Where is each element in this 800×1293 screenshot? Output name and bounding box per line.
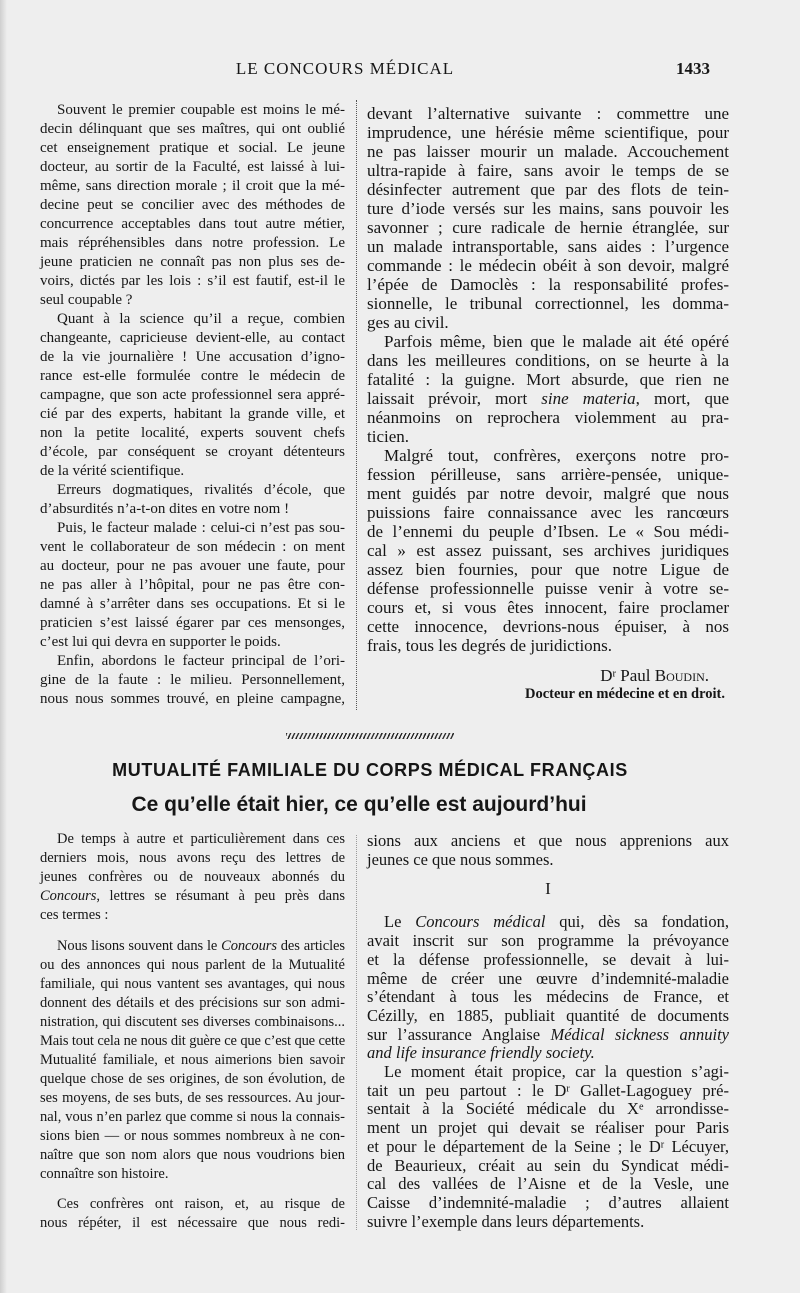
paragraph	[40, 101, 345, 310]
text-line: Caisse d’indemnité-maladie ; d’autres allaient	[367, 1192, 729, 1212]
text-line: derniers mois, nous avons reçu des lettres de	[40, 850, 345, 866]
text-line: praticien s’est laissé égarer par ces mensonges,	[40, 615, 345, 631]
paragraph	[40, 830, 345, 925]
text-line: ment guidés par notre devoir, malgré que nous	[367, 484, 729, 503]
italic-text: Concours	[40, 888, 97, 904]
article2-right-continuation	[367, 832, 729, 869]
text-line: Enfin, abordons le facteur principal de l’ori-	[57, 653, 345, 669]
text-line: damné à s’arrêter dans ses occupations. Et si le	[40, 596, 345, 612]
paragraph	[40, 1195, 345, 1233]
column-rule	[356, 100, 357, 710]
text-line: nous nous sommes trouvé, en pleine campagne,	[40, 691, 345, 707]
article1-left-column	[40, 101, 345, 709]
text-line: naître que son nom alors que nous voudrions bien	[40, 1146, 345, 1163]
text-line: de la vie journalière ! Une accusation d’igno-	[40, 349, 345, 365]
text-line: même de créer une œuvre d’indemnité-maladie	[367, 968, 729, 988]
text-line: puissions faire connaissance avec les rancœurs	[367, 503, 729, 522]
text-line: Quant à la science qu’il a reçue, combien	[57, 311, 345, 327]
text-line: ses moyens, de ses buts, de ses ressources. Au jour-	[40, 1089, 345, 1106]
text-line: concurrence acceptables dans tout autre métier,	[40, 216, 345, 232]
text-run: sur l’assurance Anglaise	[367, 1024, 551, 1044]
article2-right-text	[367, 913, 729, 1231]
text-line: imprudence, une hérésie même scientifique, pour	[367, 123, 729, 142]
text-line: nistration, qui discutent ses diverses combinaisons...	[40, 1013, 345, 1030]
text-line: fession périlleuse, sans arrière-pensée, unique-	[367, 465, 729, 484]
text-line: Erreurs dogmatiques, rivalités d’école, que	[57, 482, 345, 498]
article2-right-column	[367, 832, 729, 1231]
text-run: tait un peu partout : le D	[367, 1080, 567, 1100]
text-line: decin délinquant que ses maîtres, qui ont oublié	[40, 121, 345, 137]
text-line: c’est lui qui devra en supporter le poids.	[40, 634, 281, 650]
text-line: même, sans direction morale ; il croit que la mé-	[40, 178, 345, 194]
sup-text: e	[638, 1101, 644, 1113]
text-run: , mort, que	[635, 389, 730, 408]
sup-text: r	[566, 1083, 570, 1095]
text-run: sentait à la Société médicale du X	[367, 1099, 639, 1119]
text-line: voirs, dictés par les lois : s’il est fautif, est-il le	[40, 273, 345, 289]
text-run: Nous lisons souvent dans le	[57, 937, 222, 954]
text-line: de Beaurieux, créait au sein du Syndicat médi-	[367, 1155, 729, 1175]
text-line: commande : le médecin obéit à son devoir, malgré	[367, 256, 729, 275]
page-number: 1433	[676, 59, 710, 78]
text-line: decine peut se concilier avec des méthodes de	[40, 197, 345, 213]
text-line: dans les meilleures conditions, on se heurte à la	[367, 351, 729, 370]
text-line: campagne, que son acte professionnel sera appré-	[40, 387, 345, 403]
text-run: D	[600, 666, 613, 685]
text-line	[367, 1138, 729, 1157]
text-run: , lettres se résumant à peu près dans	[96, 888, 345, 904]
article1-right-text	[367, 104, 729, 655]
paragraph	[40, 310, 345, 481]
paragraph	[40, 937, 345, 1184]
text-line: cal » est assez puissant, ses archives juridiques	[367, 541, 729, 560]
italic-text: Concours	[221, 937, 277, 954]
text-line: au docteur, pour ne pas avouer une faute, pour	[40, 558, 345, 574]
text-line: fatalité : la guigne. Mort absurde, que rien ne	[367, 370, 729, 389]
signature	[367, 666, 729, 704]
text-line: ces termes :	[40, 907, 109, 923]
text-line: De temps à autre et particulièrement dans ces	[57, 831, 345, 847]
text-line: jeunes ce que nous sommes.	[367, 849, 554, 869]
text-line: gine de la faute : le milieu. Personnellement,	[40, 672, 345, 688]
italic-text: sine materia	[541, 389, 636, 408]
text-line	[367, 1100, 729, 1119]
text-line: mais répréhensibles dans notre profession. Le	[40, 235, 345, 251]
text-line: Puis, le facteur malade : celui-ci n’est pas sou-	[57, 520, 345, 536]
text-line: docteur, au sortir de la Faculté, est laissé à lui-	[40, 159, 345, 175]
text-line: sionnelle, le tribunal correctionnel, les domma-	[367, 294, 729, 313]
text-line: d’absurdités n’a-t-on dites en votre nom !	[40, 501, 290, 517]
text-line: Mutualité familiale, et nous aimerions bien savoir	[40, 1051, 345, 1068]
ornament-divider	[286, 733, 454, 739]
paragraph	[40, 652, 345, 709]
paragraph	[40, 481, 345, 519]
text-line	[367, 913, 729, 932]
text-line: savonner ; cure radicale de hernie étranglée, sur	[367, 218, 729, 237]
sup-text: r	[612, 668, 617, 680]
text-line: de l’ennemi du peuple d’Ibsen. Le « Sou médi-	[367, 522, 729, 541]
article1-left-text	[40, 101, 345, 709]
text-line: connaître son histoire.	[40, 1165, 169, 1182]
text-line: frais, tous les degrés de juridictions.	[367, 636, 613, 655]
text-line: jeunes confrères ou de nouveaux abonnés du	[40, 869, 345, 885]
text-run: Gallet-Lagoguey pré-	[569, 1080, 729, 1100]
text-line: d’école, par conséquent se croyant détenteurs	[40, 444, 345, 460]
text-line	[367, 1026, 729, 1045]
text-line: assez bien fournies, pour que notre Ligue de	[367, 560, 729, 579]
text-run: et pour le département de la Seine ; le D	[367, 1136, 661, 1156]
text-line: cié par des experts, habitant la grande ville, et	[40, 406, 345, 422]
sup-text: r	[660, 1139, 665, 1151]
text-run: qui, dès sa fondation,	[545, 912, 729, 932]
text-line: devant l’alternative suivante : commettre une	[367, 104, 729, 123]
paragraph	[367, 332, 729, 446]
text-run: laissait prévoir, mort	[367, 389, 542, 408]
italic-text: Concours médical	[415, 912, 546, 932]
text-line: désinfecter autrement que par des flots de tein-	[367, 180, 729, 199]
column-rule	[356, 835, 357, 1230]
text-line	[367, 1082, 729, 1101]
text-line: sions bien — or nous sommes nombreux à ne con-	[40, 1127, 345, 1144]
page-edge-shadow	[0, 0, 7, 1293]
text-line: Mais tout cela ne nous dit guère ce que c’est que cette	[40, 1032, 345, 1049]
text-line: Ces confrères ont raison, et, au risque de	[57, 1196, 345, 1212]
text-line: de la vérité scientifique.	[40, 463, 185, 479]
text-line: Malgré tout, confrères, exerçons notre pro-	[384, 446, 729, 465]
text-line: vent le collaborateur de son médecin : on ment	[40, 539, 345, 555]
text-line: l’épée de Damoclès : la responsabilité profes-	[367, 275, 729, 294]
text-line	[367, 1044, 729, 1063]
section-heading: I	[545, 879, 551, 899]
text-line: donnent des détails et des précisions sur son admi-	[40, 994, 345, 1011]
article-title: MUTUALITÉ FAMILIALE DU CORPS MÉDICAL FRANÇAIS	[112, 760, 628, 780]
text-line: Parfois même, bien que le malade ait été opéré	[384, 332, 729, 351]
text-line: ment un projet qui devait se réaliser pour Paris	[367, 1118, 729, 1138]
text-line	[40, 887, 345, 906]
text-line: non la petite localité, experts souvent chefs	[40, 425, 345, 441]
text-line: Le moment était propice, car la question s’agi-	[384, 1062, 729, 1082]
paragraph	[367, 913, 729, 1063]
text-line: cal des vallées de l’Aisne et de la Vesle, une	[367, 1174, 729, 1194]
text-line: Souvent le premier coupable est moins le mé-	[57, 102, 345, 118]
text-line: néanmoins on reprochera violemment au pra-	[367, 408, 729, 427]
smallcaps-text: Boudin.	[654, 666, 709, 685]
text-run: arrondisse-	[643, 1099, 729, 1119]
paragraph	[367, 104, 729, 332]
paragraph	[367, 832, 729, 869]
text-line: sions aux anciens et que nous apprenions aux	[367, 831, 729, 850]
text-run: des articles	[276, 937, 345, 954]
text-line: quelque chose de ses origines, de son évolution, de	[40, 1070, 345, 1087]
text-line: ture d’iode versés sur les mains, sans pouvoir les	[367, 199, 729, 218]
text-line: familiale, qui nous vantent ses avantages, qui nous	[40, 975, 345, 992]
article-subtitle: Ce qu’elle était hier, ce qu’elle est aujourd’hui	[131, 793, 587, 816]
text-line: cours et, si vous êtes innocent, faire proclamer	[367, 598, 729, 617]
text-line: suivre l’exemple dans leurs départements.	[367, 1211, 645, 1231]
text-line: nous répéter, il est nécessaire que nous redi-	[40, 1215, 345, 1231]
italic-text: Médical sickness annuity	[550, 1024, 729, 1044]
text-line: avait inscrit sur son programme la prévoyance	[367, 931, 729, 951]
text-run: Paul	[616, 666, 655, 685]
text-line: un malade intransportable, sans aides : l’urgence	[367, 237, 729, 256]
paragraph	[40, 519, 345, 652]
article2-left-column	[40, 830, 345, 1233]
text-line: nal, vous n’en parlez que comme si nous la connais-	[40, 1108, 345, 1125]
text-line: s’étendant à tous les médecins de France, et	[367, 987, 729, 1007]
text-run: Le	[384, 912, 416, 932]
author-name	[367, 666, 729, 685]
paragraph	[367, 446, 729, 655]
text-line: ne pas aller à l’hôpital, pour ne pas être con-	[40, 577, 345, 593]
text-run: Lécuyer,	[664, 1136, 729, 1156]
text-line	[40, 937, 345, 956]
text-line: cet enseignement pratique et social. Le jeune	[40, 140, 345, 156]
text-line: ou des annonces qui nous parlent de la Mutualité	[40, 956, 345, 973]
italic-text: and life insurance friendly society.	[367, 1043, 595, 1063]
text-line: changeante, capricieuse devient-elle, au contact	[40, 330, 345, 346]
text-line: ultra-rapide à faire, sans avoir le temps de se	[367, 161, 729, 180]
article2-left-text	[40, 830, 345, 1233]
text-line: cette innocence, devrions-nous épuiser, à nos	[367, 617, 729, 636]
text-line: rance est-elle formulée contre le médecin de	[40, 368, 345, 384]
text-line: défense professionnelle puisse venir à votre se-	[367, 579, 729, 598]
text-line: et la défense professionnelle, se devait à lui-	[367, 949, 729, 969]
text-line: ne pas laisser mourir un malade. Accouchement	[367, 142, 729, 161]
article1-right-column	[367, 104, 729, 704]
text-line: ticien.	[367, 427, 410, 446]
text-line: ges au civil.	[367, 313, 449, 332]
text-line: jeune praticien ne connaît pas non plus ses de-	[40, 254, 345, 270]
paragraph	[367, 1063, 729, 1231]
text-line: Cézilly, en 1885, publiait quantité de documents	[367, 1005, 729, 1025]
text-line: seul coupable ?	[40, 292, 133, 308]
running-title: LE CONCOURS MÉDICAL	[235, 59, 455, 78]
text-line	[367, 389, 729, 408]
author-credentials: Docteur en médecine et en droit.	[525, 686, 725, 702]
